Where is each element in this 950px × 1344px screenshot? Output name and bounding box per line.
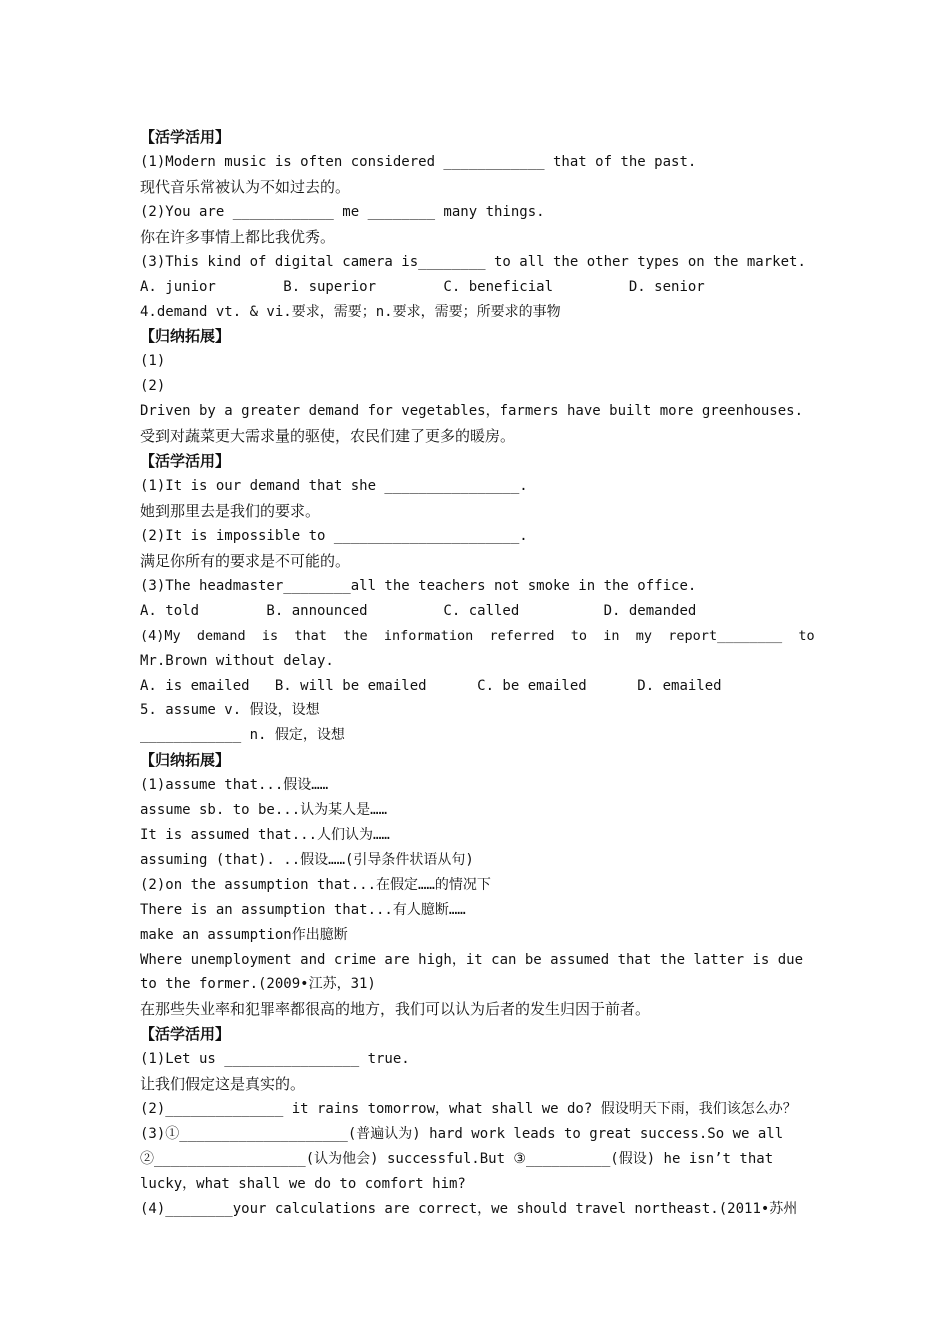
exercise-line: ②__________________(认为他会) successful.But ③__________(假设) he isn’t that <box>140 1151 774 1167</box>
exercise-line: (4)________your calculations are correct，we should travel northeast.(2011•苏州 <box>140 1201 798 1217</box>
exercise-line: (2)______________ it rains tomorrow，what shall we do? 假设明天下雨，我们该怎么办？ <box>140 1101 797 1117</box>
example-sentence: to the former.(2009•江苏，31) <box>140 976 376 992</box>
example-sentence: Driven by a greater demand for vegetables，farmers have built more greenhouses. <box>140 403 804 419</box>
vocab-entry: 4.demand vt. & vi.要求，需要；n.要求，需要；所要求的事物 <box>140 304 561 320</box>
vocab-entry: 5. assume v. 假设，设想 <box>140 702 320 718</box>
phrase-line: make an assumption作出臆断 <box>140 927 348 943</box>
options-line: A. told B. announced C. called D. demanded <box>140 603 697 619</box>
phrase-line: There is an assumption that...有人臆断…… <box>140 902 466 918</box>
phrase-line: It is assumed that...人们认为…… <box>140 827 390 843</box>
section-heading: 【归纳拓展】 <box>140 327 231 345</box>
section-heading: 【活学活用】 <box>140 128 231 146</box>
phrase-line: (2)on the assumption that...在假定……的情况下 <box>140 877 491 893</box>
vocab-entry: ____________ n. 假定，设想 <box>140 727 345 743</box>
example-sentence: Where unemployment and crime are high，it can be assumed that the latter is due <box>140 952 804 968</box>
exercise-line: (1)Modern music is often considered ____________ that of the past. <box>140 154 697 170</box>
translation-line: 满足你所有的要求是不可能的。 <box>140 552 351 570</box>
options-line: A. is emailed B. will be emailed C. be emailed D. emailed <box>140 678 722 694</box>
options-line: A. junior B. superior C. beneficial D. senior <box>140 279 705 295</box>
exercise-line: (1)Let us ________________ true. <box>140 1051 410 1067</box>
item-number: (1) <box>140 353 166 369</box>
exercise-line: (2)It is impossible to ______________________. <box>140 528 528 544</box>
section-heading: 【归纳拓展】 <box>140 751 231 769</box>
exercise-line: (4)My demand is that the information referred to in my report________ to <box>140 628 815 644</box>
exercise-line: (3)This kind of digital camera is________ to all the other types on the market. <box>140 254 806 270</box>
translation-line: 让我们假定这是真实的。 <box>140 1075 306 1093</box>
exercise-line: (3)①____________________(普遍认为) hard work leads to great success.So we all <box>140 1126 784 1142</box>
item-number: (2) <box>140 378 166 394</box>
translation-line: 她到那里去是我们的要求。 <box>140 502 321 520</box>
section-heading: 【活学活用】 <box>140 452 231 470</box>
phrase-line: (1)assume that...假设…… <box>140 777 329 793</box>
exercise-line: (3)The headmaster________all the teachers not smoke in the office. <box>140 578 697 594</box>
translation-line: 受到对蔬菜更大需求量的驱使，农民们建了更多的暖房。 <box>140 427 516 445</box>
translation-line: 在那些失业率和犯罪率都很高的地方，我们可以认为后者的发生归因于前者。 <box>140 1000 651 1018</box>
exercise-line: (2)You are ____________ me ________ many things. <box>140 204 545 220</box>
phrase-line: assume sb. to be...认为某人是…… <box>140 802 388 818</box>
exercise-line: (1)It is our demand that she ________________. <box>140 478 528 494</box>
exercise-line: Mr.Brown without delay. <box>140 653 334 669</box>
translation-line: 现代音乐常被认为不如过去的。 <box>140 178 351 196</box>
section-heading: 【活学活用】 <box>140 1025 231 1043</box>
translation-line: 你在许多事情上都比我优秀。 <box>140 228 336 246</box>
exercise-line: lucky，what shall we do to comfort him? <box>140 1176 466 1192</box>
phrase-line: assuming (that). ..假设……(引导条件状语从句) <box>140 852 474 868</box>
